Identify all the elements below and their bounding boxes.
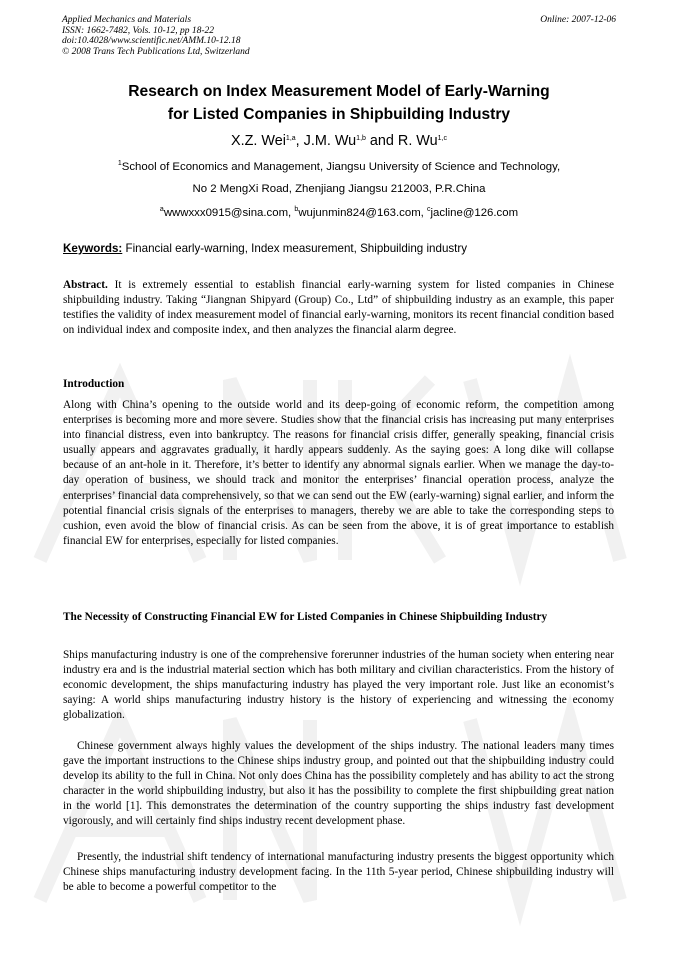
necessity-paragraph-1: Ships manufacturing industry is one of the comprehensive forerunner industries of the human society when entering near industry era and is the industrial material section which has both military and civilian characteristics. From the history of economic development, the ships manufacturing industry has played the very important role. Just like an economist’s saying: A world ships manufacturing industry history is the history of experiencing and witnessing the economy globalization. bbox=[63, 649, 614, 722]
author-1: X.Z. Wei bbox=[231, 133, 286, 149]
email-b-sup: b bbox=[294, 206, 299, 213]
abstract bbox=[63, 278, 614, 338]
author-and: and bbox=[369, 133, 394, 149]
keywords-text: Financial early-warning, Index measurement, Shipbuilding industry bbox=[125, 242, 468, 255]
author-2: J.M. Wu bbox=[303, 133, 357, 149]
intro-paragraph-1: Along with China’s opening to the outside world and its deep-going of economic reform, the competition among enterprises is becoming more and more severe. Studies show that the financial crisis has increasing put many enterprises into financial distress, even into bankruptcy. The reasons for financial crisis differ, generally speaking, financial crisis usually appears and aggravates gradually, it hardly appears suddenly. As the saying goes: A long dike will collapse because of an ant-hole in it. Therefore, it’s better to identify any abnormal signals earlier. When we manage the day-to-day operation of business, we should track and monitor the enterprises’ financial operation process, analyze the enterprises’ financial data comprehensively, so that we can send out the EW (early-warning) signal earlier, and inform the potential financial crisis signals of the enterprises to managers, thereby we are able to take the corresponding steps to cushion, even avoid the blow of financial crisis. As can be seen from the above, it is of great importance to establish financial EW for enterprises, especially for listed companies. bbox=[63, 399, 614, 547]
necessity-paragraph-2: Chinese government always highly values the development of the ships industry. The national leaders many times gave the important instructions to the Chinese ships industry group, and pointed out that the shipbuilding industry could develop its ability to the full in China. Not only does China has the possibility completely and has ability to act the strong character in the world shipbuilding industry, but also it has the possibility to complete the first shipbuilding great nation in the world [1]. This demonstrates the determination of the country supporting the ships industry fast development vigorously, and will certainly find ships industry recent development phase. bbox=[63, 740, 614, 828]
issn-line: ISSN: 1662-7482, Vols. 10-12, pp 18-22 bbox=[62, 25, 214, 36]
keywords bbox=[63, 241, 617, 257]
title-line-1: Research on Index Measurement Model of Early-Warning bbox=[128, 83, 550, 100]
abstract-label: Abstract. bbox=[63, 279, 108, 291]
email-c-sup: c bbox=[427, 206, 431, 213]
author-emails bbox=[62, 205, 616, 221]
section-heading-necessity: The Necessity of Constructing Financial EW for Listed Companies in Chinese Shipbuilding Industry bbox=[63, 611, 548, 623]
email-a-sup: a bbox=[159, 206, 164, 213]
affiliation-line-1: School of Economics and Management, Jiangsu University of Science and Technology, bbox=[121, 161, 561, 173]
author-3-sup: 1,c bbox=[437, 135, 447, 142]
doi-line: doi:10.4028/www.scientific.net/AMM.10-12.18 bbox=[62, 36, 241, 47]
section-heading-introduction: Introduction bbox=[63, 378, 125, 390]
necessity-paragraph-3: Presently, the industrial shift tendency of international manufacturing industry presents the biggest opportunity which Chinese ships manufacturing industry development facing. In the 11th 5-year period, Chinese shipbuilding industry will be able to become a powerful competitor to the bbox=[63, 851, 614, 894]
author-1-sup: 1,a bbox=[285, 135, 296, 142]
publication-meta bbox=[62, 15, 616, 57]
email-a: wwwxxx0915@sina.com, bbox=[163, 207, 292, 219]
email-b: wujunmin824@163.com, bbox=[298, 207, 424, 219]
affiliation-sup: 1 bbox=[117, 160, 122, 167]
online-date: Online: 2007-12-06 bbox=[540, 15, 616, 25]
abstract-text: It is extremely essential to establish financial early-warning system for listed companies in Chinese shipbuilding industry. Taking “Jiangnan Shipyard (Group) Co., Ltd” of shipbuilding industry as an example, this paper testifies the validity of index measurement model of financial early-warning, monitors its recent financial condition based on individual index and composite index, and then analyzes the financial alarm degree. bbox=[63, 279, 615, 337]
affiliation bbox=[62, 156, 616, 200]
journal-name: Applied Mechanics and Materials bbox=[62, 15, 192, 25]
author-3: R. Wu bbox=[397, 133, 438, 149]
affiliation-line-2: No 2 MengXi Road, Zhenjiang Jiangsu 212003, P.R.China bbox=[192, 183, 486, 195]
keywords-label: Keywords: bbox=[63, 242, 123, 255]
title-line-2: for Listed Companies in Shipbuilding Industry bbox=[167, 106, 511, 123]
author-2-sup: 1,b bbox=[356, 135, 366, 142]
paper-title bbox=[62, 80, 616, 126]
email-c: jacline@126.com bbox=[430, 207, 519, 219]
author-list: X.Z. Wei$^{1,a}$, J.M. Wu$^{1,b}$ and R. Wu$^{1,c}$ bbox=[231, 133, 447, 149]
copyright-line: © 2008 Trans Tech Publications Ltd, Switzerland bbox=[62, 46, 250, 57]
